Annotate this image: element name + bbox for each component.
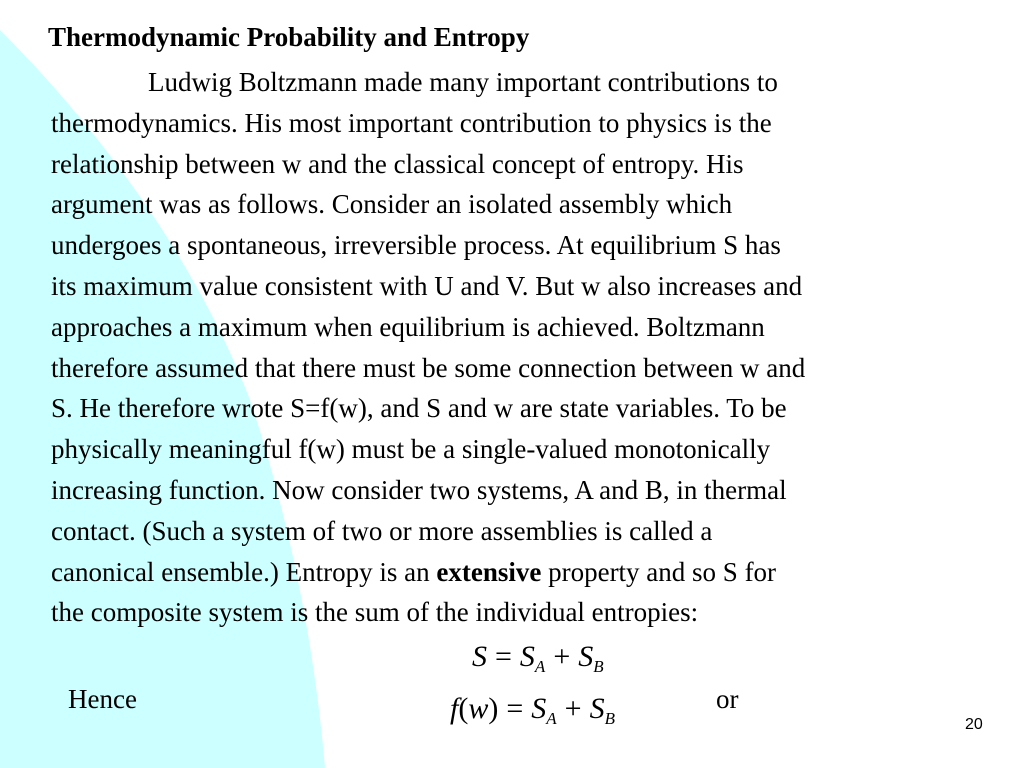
body-line: relationship between w and the classical concept of entropy. His — [51, 148, 744, 179]
body-line: Ludwig Boltzmann made many important contributions to — [148, 67, 778, 97]
body-line: contact. (Such a system of two or more assemblies is called a — [51, 515, 713, 546]
eq-subscript: B — [604, 709, 615, 728]
body-line: S. He therefore wrote S=f(w), and S and w are state variables. To be — [51, 393, 787, 424]
body-line: the composite system is the sum of the individual entropies: — [51, 597, 699, 628]
body-text-segment: property and so S for — [541, 556, 777, 587]
eq-symbol: S — [531, 692, 547, 725]
eq-subscript: A — [534, 657, 546, 676]
eq-symbol: w — [468, 692, 489, 725]
extensive-keyword: extensive — [436, 556, 542, 587]
eq-symbol: f — [450, 692, 459, 725]
function-sum-equation — [450, 692, 615, 729]
hence-label: Hence — [68, 684, 137, 714]
body-text-segment: canonical ensemble.) Entropy is an — [51, 556, 437, 587]
eq-paren: ( — [458, 692, 469, 725]
eq-operator: = — [506, 692, 524, 725]
body-line: increasing function. Now consider two systems, A and B, in thermal — [51, 474, 787, 505]
slide-title: Thermodynamic Probability and Entropy — [48, 22, 530, 52]
page-number: 20 — [965, 716, 983, 733]
eq-operator: + — [553, 640, 571, 673]
eq-symbol: S — [472, 640, 487, 673]
body-line: undergoes a spontaneous, irreversible process. At equilibrium S has — [51, 230, 781, 261]
eq-symbol: S — [589, 692, 605, 725]
eq-symbol: S — [519, 640, 535, 673]
body-line: therefore assumed that there must be some connection between w and — [51, 352, 806, 383]
eq-symbol: S — [578, 640, 594, 673]
body-line: approaches a maximum when equilibrium is achieved. Boltzmann — [51, 311, 765, 342]
eq-paren: ) — [488, 692, 499, 725]
body-paragraph — [51, 62, 1016, 633]
eq-operator: = — [495, 640, 512, 673]
body-line: physically meaningful f(w) must be a single-valued monotonically — [51, 434, 771, 465]
or-label: or — [716, 684, 739, 714]
body-line: thermodynamics. His most important contribution to physics is the — [51, 107, 772, 138]
eq-operator: + — [564, 692, 582, 725]
body-line: its maximum value consistent with U and V. But w also increases and — [51, 270, 803, 301]
entropy-sum-equation — [472, 640, 604, 677]
eq-subscript: A — [546, 709, 557, 728]
body-line: argument was as follows. Consider an isolated assembly which — [51, 189, 733, 220]
eq-subscript: B — [593, 657, 604, 676]
body-line — [51, 552, 1016, 593]
